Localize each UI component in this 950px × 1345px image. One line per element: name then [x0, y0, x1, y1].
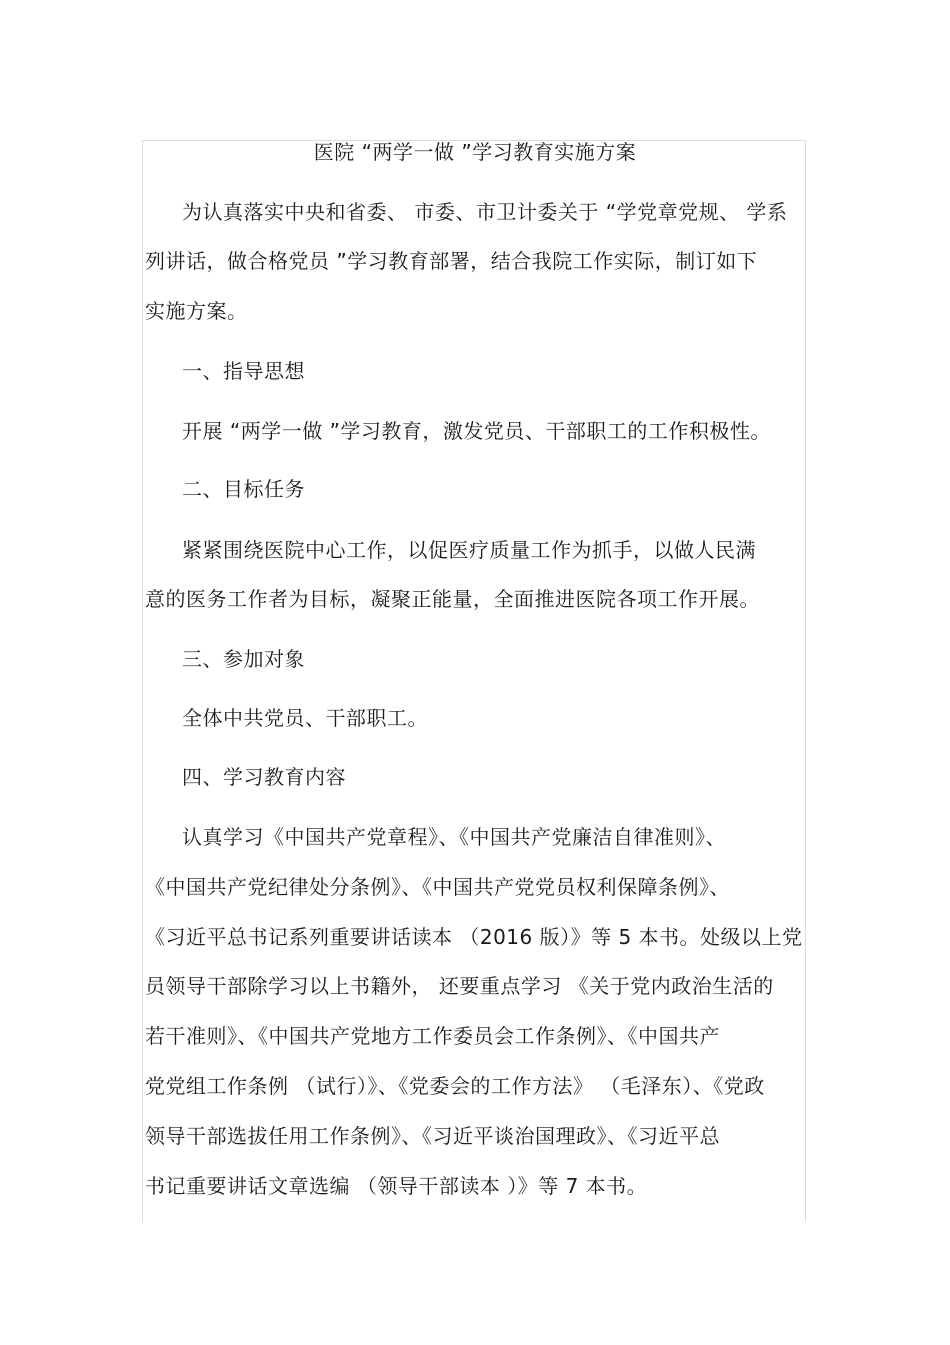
intro-line-2: 列讲话，做合格党员 ”学习教育部署，结合我院工作实际，制订如下	[145, 249, 758, 273]
section-4-body-line-6: 党党组工作条例 （试行）》、《党委会的工作方法》 （毛泽东）、《党政	[145, 1074, 765, 1098]
intro-line-3: 实施方案。	[145, 299, 248, 323]
section-4-heading: 四、学习教育内容	[182, 765, 346, 789]
intro-line-1: 为认真落实中央和省委、 市委、市卫计委关于 “学党章党规、 学系	[182, 200, 788, 224]
section-4-body-line-1: 认真学习《中国共产党章程》、《中国共产党廉洁自律准则》、	[182, 825, 726, 849]
document-title: 医院 “两学一做 ”学习教育实施方案	[313, 140, 637, 164]
section-4-body-line-8: 书记重要讲话文章选编 （领导干部读本 ）》等 7 本书。	[145, 1174, 648, 1198]
section-4-body-line-7: 领导干部选拔任用工作条例》、《习近平谈治国理政》、《习近平总	[145, 1124, 720, 1148]
section-4-body-line-5: 若干准则》、《中国共产党地方工作委员会工作条例》、《中国共产	[145, 1024, 720, 1048]
section-4-body-line-2: 《中国共产党纪律处分条例》、《中国共产党党员权利保障条例》、	[145, 875, 730, 899]
section-2-heading: 二、目标任务	[182, 477, 305, 501]
section-4-body-line-4: 员领导干部除学习以上书籍外， 还要重点学习 《关于党内政治生活的	[145, 974, 774, 998]
section-2-body-line-1: 紧紧围绕医院中心工作，以促医疗质量工作为抓手，以做人民满	[182, 538, 756, 562]
section-3-heading: 三、参加对象	[182, 647, 305, 671]
section-2-body-line-2: 意的医务工作者为目标，凝聚正能量，全面推进医院各项工作开展。	[145, 587, 760, 611]
section-1-body: 开展 “两学一做 ”学习教育，激发党员、干部职工的工作积极性。	[182, 419, 771, 443]
section-3-body: 全体中共党员、干部职工。	[182, 706, 428, 730]
section-4-body-line-3: 《习近平总书记系列重要讲话读本 （2016 版）》等 5 本书。处级以上党	[145, 925, 803, 949]
section-1-heading: 一、指导思想	[182, 359, 305, 383]
